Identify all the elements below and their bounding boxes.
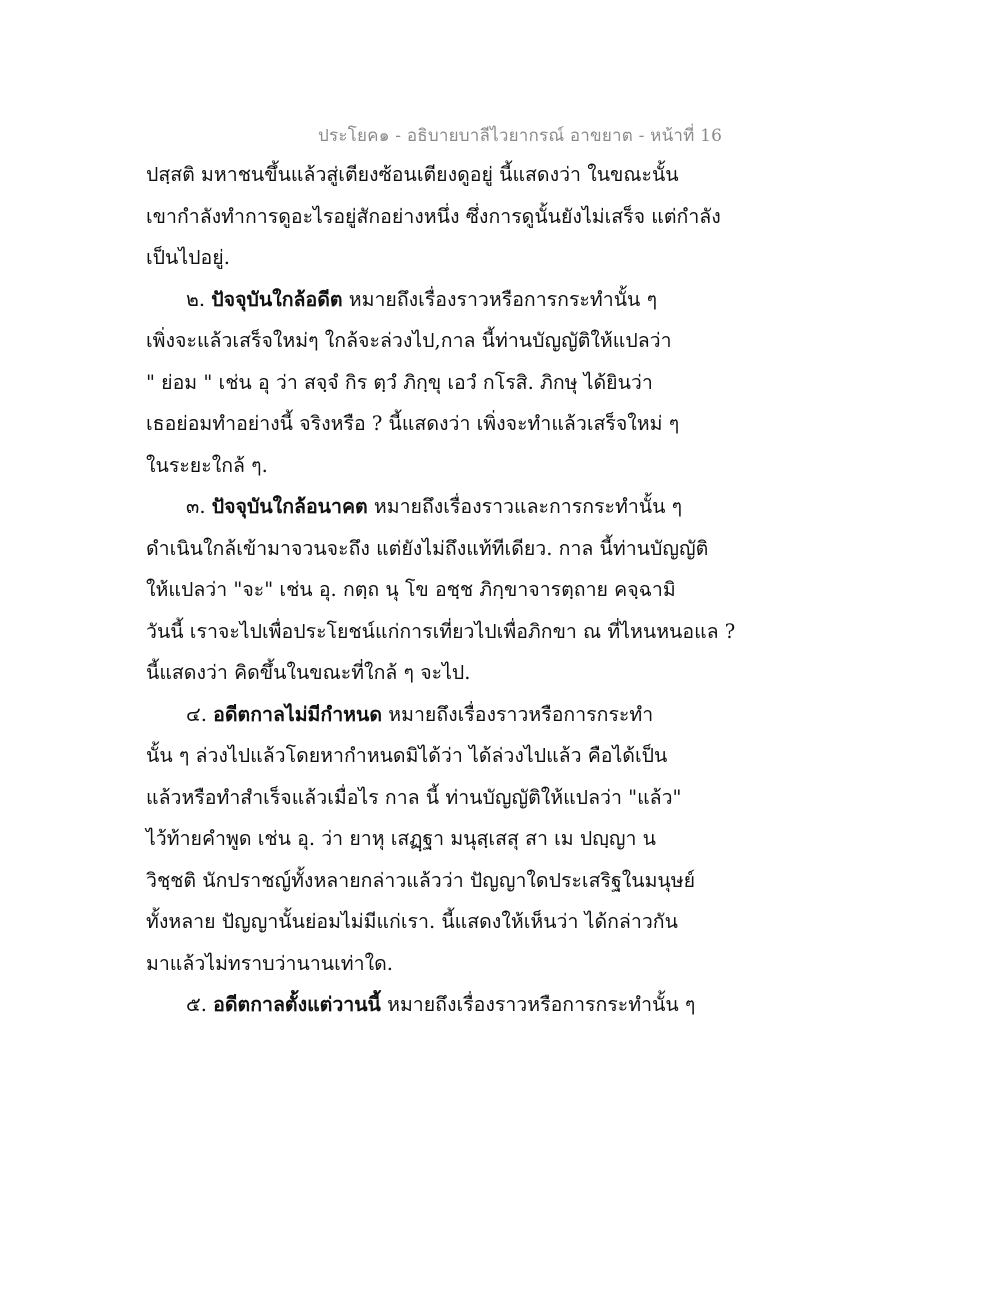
text-line bbox=[146, 403, 726, 445]
line-text: หมายถึงเรื่องราวและการกระทำนั้น ๆ bbox=[367, 495, 683, 518]
line-text: ทั้งหลาย ปัญญานั้นย่อมไม่มีแก่เรา. นี้แสดงให้เห็นว่า ได้กล่าวกัน bbox=[146, 910, 678, 933]
line-text: แล้วหรือทำสำเร็จแล้วเมื่อไร กาล นี้ ท่านบัญญัติให้แปลว่า "แล้ว" bbox=[146, 785, 682, 809]
section-heading-line bbox=[146, 984, 726, 1026]
section-heading: ปัจจุบันใกล้อดีต bbox=[211, 287, 343, 311]
line-text: หมายถึงเรื่องราวหรือการกระทำนั้น ๆ bbox=[342, 287, 658, 311]
line-text: มาแล้วไม่ทราบว่านานเท่าใด. bbox=[146, 951, 393, 975]
text-line bbox=[146, 320, 726, 362]
line-text: ให้แปลว่า "จะ" เช่น อุ. กตฺถ นุ โข อชฺช ภิกฺขาจารตฺถาย คจฺฉามิ bbox=[146, 578, 676, 601]
body-text bbox=[146, 154, 736, 1026]
text-line bbox=[146, 943, 726, 985]
line-text: นั้น ๆ ล่วงไปแล้วโดยหากำหนดมิได้ว่า ได้ล่วงไปแล้ว คือได้เป็น bbox=[146, 744, 668, 767]
line-text: หมายถึงเรื่องราวหรือการกระทำนั้น ๆ bbox=[380, 993, 696, 1016]
line-text: นี้แสดงว่า คิดขึ้นในขณะที่ใกล้ ๆ จะไป. bbox=[146, 661, 471, 684]
line-text: เป็นไปอยู่. bbox=[146, 246, 230, 269]
text-line bbox=[146, 777, 726, 819]
text-line bbox=[146, 569, 726, 611]
section-heading-line bbox=[146, 694, 726, 736]
text-line bbox=[146, 196, 726, 238]
text-line bbox=[146, 818, 726, 860]
section-number: ๔. bbox=[186, 702, 214, 726]
line-text: ปสฺสติ มหาชนขึ้นแล้วสู่เตียงซ้อนเตียงดูอยู่ นี้แสดงว่า ในขณะนั้น bbox=[146, 163, 679, 186]
text-line bbox=[146, 860, 726, 902]
line-text: วันนี้ เราจะไปเพื่อประโยชน์แก่การเที่ยวไปเพื่อภิกขา ณ ที่ไหนหนอแล ? bbox=[146, 619, 736, 643]
line-text: เขากำลังทำการดูอะไรอยู่สักอย่างหนึ่ง ซึ่งการดูนั้นยังไม่เสร็จ แต่กำลัง bbox=[146, 204, 721, 228]
text-line bbox=[146, 528, 726, 570]
line-text: วิชฺชติ นักปราชญ์ทั้งหลายกล่าวแล้วว่า ปัญญาใดประเสริฐในมนุษย์ bbox=[146, 868, 696, 892]
text-line bbox=[146, 652, 726, 694]
line-text: ไว้ท้ายคำพูด เช่น อุ. ว่า ยาหุ เสฏฺฐา มนุสฺเสสุ สา เม ปญฺญา น bbox=[146, 827, 656, 850]
section-heading-line bbox=[146, 486, 726, 528]
section-number: ๒. bbox=[186, 287, 212, 311]
section-number: ๓. bbox=[186, 495, 212, 518]
line-text: " ย่อม " เช่น อุ ว่า สจฺจํ กิร ตฺวํ ภิกฺขุ เอวํ กโรสิ. ภิกษุ ได้ยินว่า bbox=[146, 370, 653, 394]
text-line bbox=[146, 154, 726, 196]
line-text: เพิ่งจะแล้วเสร็จใหม่ๆ ใกล้จะล่วงไป,กาล นี้ท่านบัญญัติให้แปลว่า bbox=[146, 329, 672, 352]
line-text: ในระยะใกล้ ๆ. bbox=[146, 453, 268, 477]
section-heading: อดีตกาลตั้งแต่วานนี้ bbox=[213, 993, 381, 1016]
running-header: ประโยค๑ - อธิบายบาลีไวยากรณ์ อาขยาต - หน้าที่ 16 bbox=[318, 126, 723, 146]
text-line bbox=[146, 362, 726, 404]
line-text: เธอย่อมทำอย่างนี้ จริงหรือ ? นี้แสดงว่า เพิ่งจะทำแล้วเสร็จใหม่ ๆ bbox=[146, 412, 680, 435]
section-heading-line bbox=[146, 279, 726, 321]
text-line bbox=[146, 445, 726, 487]
section-heading: ปัจจุบันใกล้อนาคต bbox=[211, 495, 368, 518]
line-text: ดำเนินใกล้เข้ามาจวนจะถึง แต่ยังไม่ถึงแท้ทีเดียว. กาล นี้ท่านบัญญัติ bbox=[146, 536, 709, 560]
text-line bbox=[146, 735, 726, 777]
text-line bbox=[146, 611, 736, 653]
section-number: ๕. bbox=[186, 993, 214, 1016]
text-line bbox=[146, 237, 726, 279]
section-heading: อดีตกาลไม่มีกำหนด bbox=[213, 702, 383, 726]
text-line bbox=[146, 901, 726, 943]
line-text: หมายถึงเรื่องราวหรือการกระทำ bbox=[382, 702, 654, 726]
